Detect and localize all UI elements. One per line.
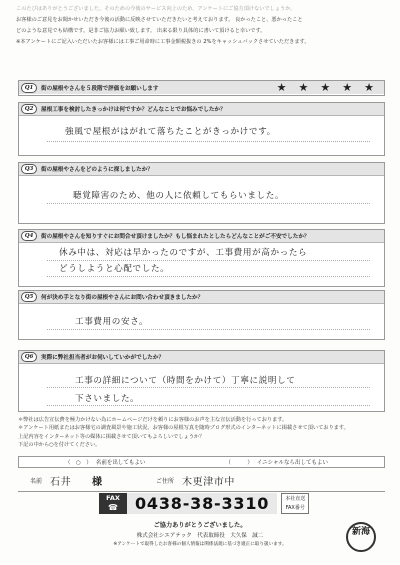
answer-line — [47, 387, 370, 388]
answer-line — [47, 405, 370, 406]
question-2-answer[interactable]: 強風で屋根がはがれて落ちたことがきっかけです。 — [65, 127, 276, 137]
answer-line — [47, 203, 370, 204]
question-2-text: 屋根工事を検討したきっかけは何ですか？どんなことでお悩みでしたか？ — [41, 107, 226, 113]
name-label: 名前 — [30, 478, 43, 485]
answer-line — [47, 141, 370, 142]
star-icon[interactable]: ★ — [364, 81, 374, 94]
address-label: ご住所 — [156, 478, 175, 485]
fax-icon — [99, 493, 127, 514]
note-4: 下記の中から○を付けてください。 — [18, 442, 101, 449]
footer-company: 株式会社シエアテック 代表取締役 大久保 誠二 — [136, 533, 264, 539]
answer-line — [47, 329, 370, 330]
question-5-box — [18, 290, 385, 340]
question-2-header — [19, 103, 384, 116]
star-icon[interactable]: ★ — [298, 81, 309, 94]
question-4-number: Q4 — [21, 231, 37, 241]
intro-line-1: お客様のご意見をお聞かせいただき今後の活動に反映させていただきたいと考えております。 良かったこと、悪かったこと — [16, 17, 303, 23]
question-6-answer-line-2[interactable]: 下さいました。 — [75, 394, 140, 404]
question-3-box — [18, 162, 385, 224]
intro-text — [16, 4, 388, 48]
question-6-text: 実際に弊社担当者がお伺いしていかがでしたか？ — [41, 355, 165, 361]
question-2-box — [18, 102, 385, 156]
star-icon[interactable]: ★ — [320, 81, 331, 94]
answer-line — [47, 260, 370, 261]
question-4-answer-line-2[interactable]: どうしようと心配でした。 — [59, 264, 170, 274]
name-value[interactable]: 石井 — [50, 477, 72, 488]
question-4-box — [18, 229, 385, 287]
question-4-text: 街の屋根やさんを知りすぐにお問合せ頂けましたか？もし悩まれたとしたらどんなことがご不安でしたか？ — [41, 234, 310, 240]
intro-line-3: ※本アンケートにご記入いただいたお客様には工事ご用命時に工事金額税抜きの 2%をキャッシュバックさせていただきます。 — [16, 39, 310, 45]
question-3-text: 街の屋根やさんをどのように探しましたか？ — [41, 167, 153, 173]
question-3-number: Q3 — [21, 164, 37, 174]
question-3-answer[interactable]: 聴覚障害のため、他の人に依頼してもらいました。 — [73, 191, 285, 201]
question-5-answer[interactable]: 工事費用の安さ。 — [75, 317, 149, 327]
question-6-box — [18, 350, 385, 412]
option-initials-label: イニシャルなら出してもよい — [256, 460, 329, 466]
question-6-header — [19, 351, 384, 364]
question-1-text: 街の屋根やさんを５段階で評価をお願いします — [41, 85, 159, 92]
note-2: ＊アンケート用紙またはお客様宅の調査風景や施工状況、お客様の屋根写真を随時ブログ形式のインターネットに掲載させて頂いております。 — [18, 425, 349, 432]
intro-top-line: このたびはありがとうございました。そのための今後のサービス向上のため、アンケートにご協力頂けないでしょうか。 — [16, 6, 296, 12]
intro-line-2: どのような意見でも結構です。是非ご協力お願い致します。 出来る限り具体的に書いて頂けると幸いです。 — [16, 28, 266, 34]
fax-banner — [99, 493, 309, 514]
answer-line — [47, 276, 370, 277]
honorific-label: 様 — [92, 477, 102, 488]
address-value[interactable]: 木更津市中 — [182, 477, 235, 488]
rating-stars — [277, 81, 374, 94]
footer-thanks: ご協力ありがとうございました。 — [153, 522, 247, 529]
star-icon[interactable]: ★ — [276, 81, 287, 94]
fax-number: 0438-38-3310 — [127, 493, 277, 514]
footer-privacy: ※アンケートで取得したお客様の個人情報は関係法規に基づき適正に取り扱います。 — [113, 542, 287, 547]
question-5-header — [19, 291, 384, 304]
fax-machine-glyph: ☎ — [108, 503, 118, 512]
option-initials-mark[interactable]: （ ） — [225, 460, 253, 466]
question-1-number: Q1 — [21, 83, 37, 93]
name-permission-row — [18, 456, 385, 468]
question-6-number: Q6 — [21, 352, 37, 362]
question-4-answer-line-1[interactable]: 休み中は、対応は早かったのですが、工事費用が高かったら — [59, 248, 308, 258]
option-name-ok-mark[interactable]: （ ○ ） — [65, 460, 92, 466]
question-5-text: 何が決め手となり街の屋根やさんにお問い合わせ頂きましたか？ — [41, 295, 204, 301]
question-5-number: Q5 — [21, 292, 37, 302]
fax-logo-text: FAX — [106, 494, 120, 502]
note-3: 上記内容をインターネット等の媒体に掲載させて頂いてもよろしいでしょうか？ — [18, 433, 205, 440]
signature-row — [18, 470, 385, 492]
star-icon[interactable]: ★ — [342, 81, 353, 94]
question-1-box — [18, 80, 385, 96]
fax-side-label: 本社直送FAX番号 — [281, 493, 309, 514]
question-6-answer-line-1[interactable]: 工事の詳細について（時間をかけて）丁寧に説明して — [75, 376, 296, 386]
seal-stamp: 新海 — [346, 522, 376, 552]
question-2-number: Q2 — [21, 104, 37, 114]
question-3-header — [19, 163, 384, 176]
option-name-ok-label: 名前を出してもよい — [95, 460, 146, 466]
note-1: ＊弊社は広告宣伝費を極力かけない為にホームページだけを頼りにお客様のお声を主な宣伝活動を行っております。 — [18, 417, 288, 423]
question-4-header — [19, 230, 384, 243]
consent-notes — [18, 416, 388, 450]
